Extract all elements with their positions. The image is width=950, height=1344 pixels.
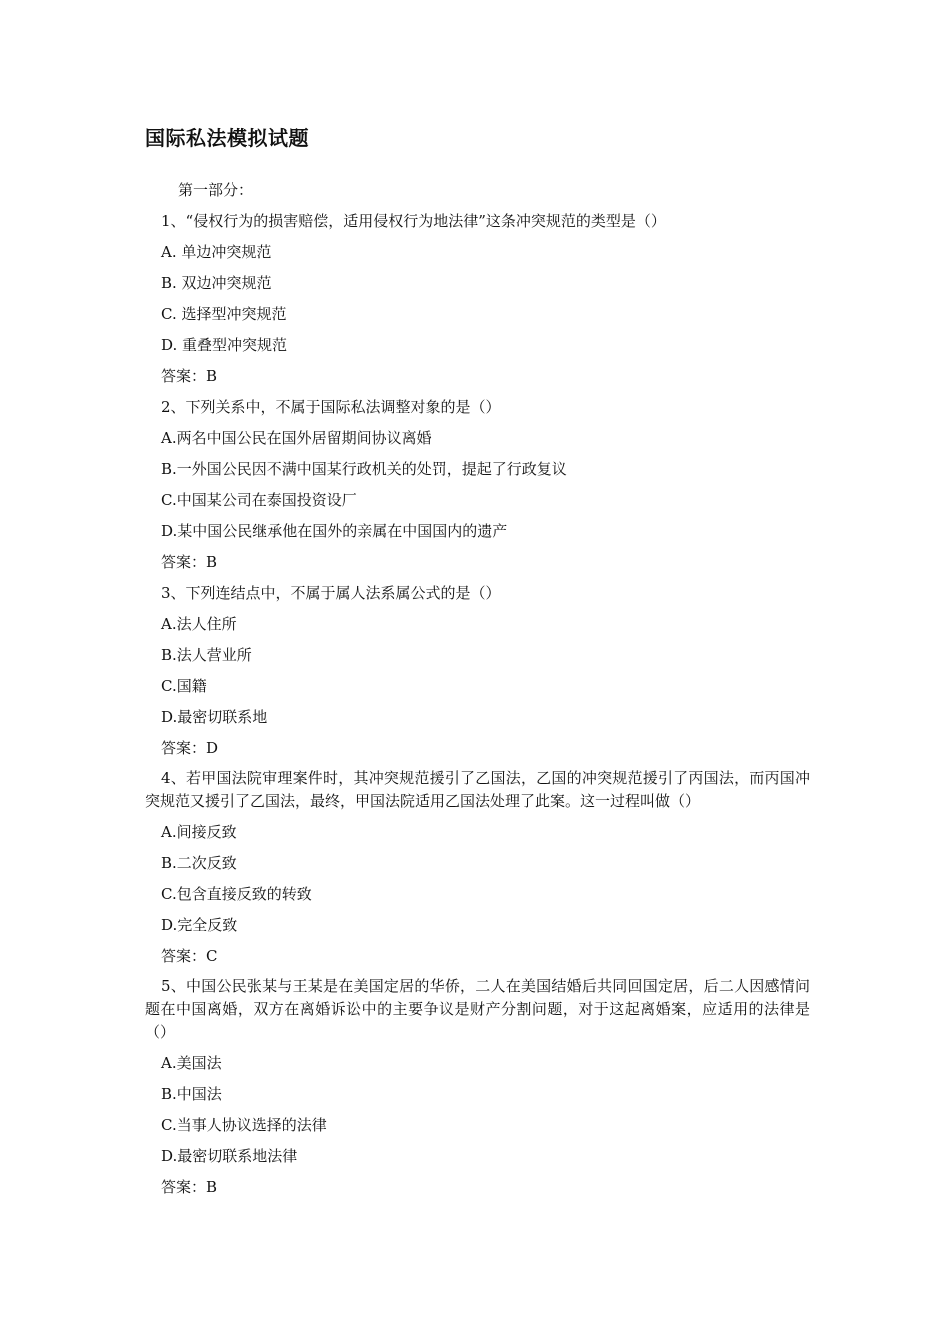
document-title: 国际私法模拟试题 bbox=[145, 126, 309, 150]
question-1-option-c: C. 选择型冲突规范 bbox=[161, 305, 287, 323]
question-5-option-d: D.最密切联系地法律 bbox=[161, 1147, 298, 1165]
question-4-answer: 答案：C bbox=[161, 947, 218, 965]
question-1-option-a: A. 单边冲突规范 bbox=[161, 243, 272, 261]
question-1-answer: 答案：B bbox=[161, 367, 218, 385]
question-2-stem: 2、下列关系中，不属于国际私法调整对象的是（） bbox=[161, 398, 501, 416]
question-1-stem: 1、“侵权行为的损害赔偿，适用侵权行为地法律”这条冲突规范的类型是（） bbox=[161, 212, 666, 230]
question-3-option-d: D.最密切联系地 bbox=[161, 708, 268, 726]
question-1-option-b: B. 双边冲突规范 bbox=[161, 274, 272, 292]
question-2-option-d: D.某中国公民继承他在国外的亲属在中国国内的遗产 bbox=[161, 522, 508, 540]
question-2-option-b: B.一外国公民因不满中国某行政机关的处罚，提起了行政复议 bbox=[161, 460, 567, 478]
question-2-answer: 答案：B bbox=[161, 553, 218, 571]
question-3-option-b: B.法人营业所 bbox=[161, 646, 252, 664]
question-1-option-d: D. 重叠型冲突规范 bbox=[161, 336, 288, 354]
document-body bbox=[145, 178, 810, 1206]
question-5-option-a: A.美国法 bbox=[161, 1054, 222, 1072]
question-4-option-a: A.间接反致 bbox=[161, 823, 237, 841]
question-4-stem: 4、若甲国法院审理案件时，其冲突规范援引了乙国法，乙国的冲突规范援引了丙国法，而丙国冲突规范又援引了乙国法，最终，甲国法院适用乙国法处理了此案。这一过程叫做（） bbox=[145, 769, 810, 810]
question-2-option-c: C.中国某公司在泰国投资设厂 bbox=[161, 491, 357, 509]
question-2-option-a: A.两名中国公民在国外居留期间协议离婚 bbox=[161, 429, 432, 447]
question-3-option-c: C.国籍 bbox=[161, 677, 207, 695]
section-heading: 第一部分： bbox=[178, 181, 254, 199]
question-5-answer: 答案：B bbox=[161, 1178, 218, 1196]
question-5-option-c: C.当事人协议选择的法律 bbox=[161, 1116, 327, 1134]
question-3-answer: 答案：D bbox=[161, 739, 219, 757]
question-3-stem: 3、下列连结点中，不属于属人法系属公式的是（） bbox=[161, 584, 501, 602]
question-4-option-d: D.完全反致 bbox=[161, 916, 238, 934]
question-4-option-b: B.二次反致 bbox=[161, 854, 237, 872]
question-3-option-a: A.法人住所 bbox=[161, 615, 237, 633]
question-4-option-c: C.包含直接反致的转致 bbox=[161, 885, 312, 903]
question-5-option-b: B.中国法 bbox=[161, 1085, 222, 1103]
question-5-stem: 5、中国公民张某与王某是在美国定居的华侨，二人在美国结婚后共同回国定居，后二人因感情问题在中国离婚，双方在离婚诉讼中的主要争议是财产分割问题，对于这起离婚案，应适用的法律是（） bbox=[145, 977, 810, 1041]
